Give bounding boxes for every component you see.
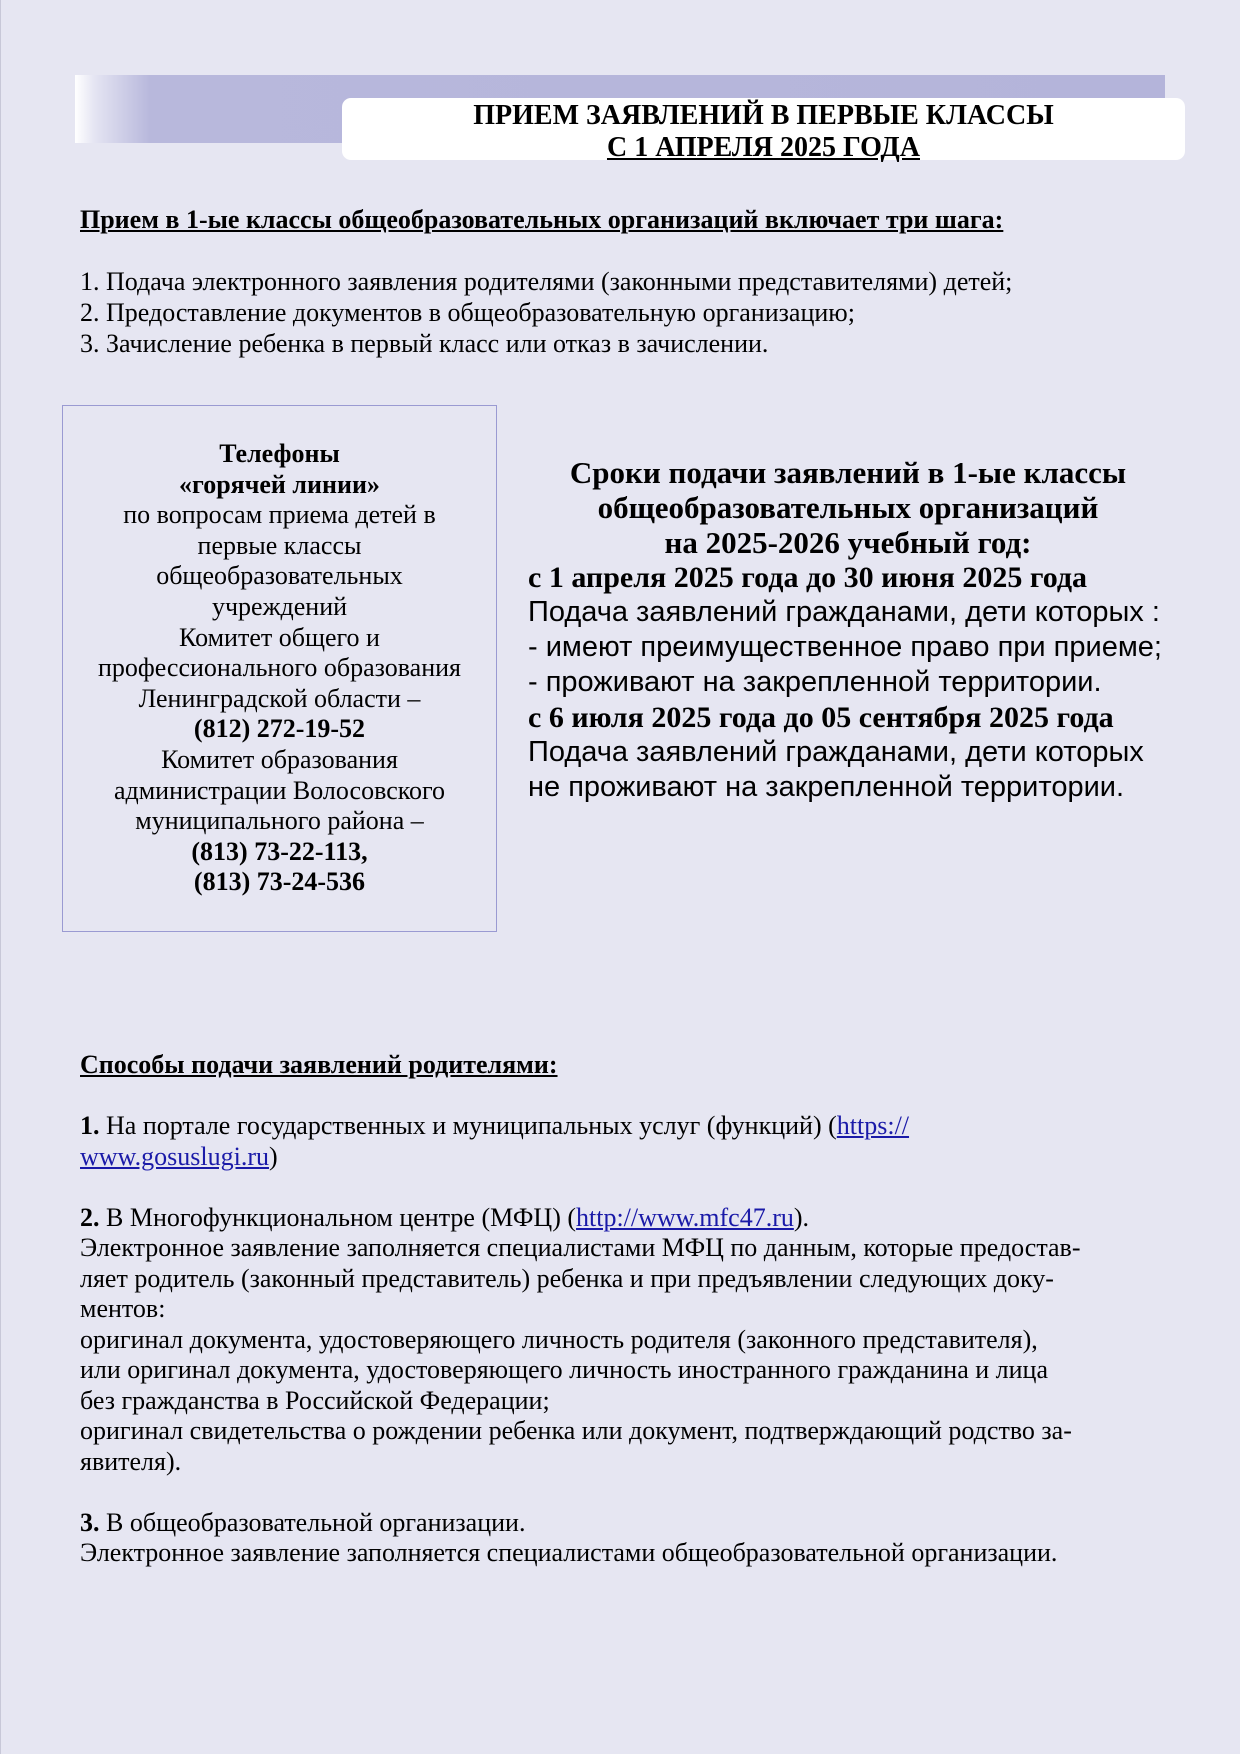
terms-text-line: не проживают на закрепленной территории. <box>528 771 1125 803</box>
method-3-line: Электронное заявление заполняется специалистами общеобразовательной организации. <box>80 1538 1058 1567</box>
header-title-line1: ПРИЕМ ЗАЯВЛЕНИЙ В ПЕРВЫЕ КЛАССЫ <box>473 100 1054 131</box>
method-2-line: оригинал документа, удостоверяющего личность родителя (законного представителя), <box>80 1324 1038 1354</box>
gosuslugi-link-part2: www.gosuslugi.ru <box>80 1141 269 1171</box>
hotline-line: первые классы <box>197 530 362 560</box>
method-2-line: явителя). <box>80 1446 182 1476</box>
intro-heading: Прием в 1-ые классы общеобразовательных организаций включает три шага: <box>80 205 1004 234</box>
terms-period-1: с 1 апреля 2025 года до 30 июня 2025 года <box>528 561 1088 594</box>
terms-title-line: общеобразовательных организаций <box>597 490 1099 525</box>
terms-title-line: Сроки подачи заявлений в 1-ые классы <box>569 455 1127 490</box>
header-title-line2: С 1 АПРЕЛЯ 2025 ГОДА <box>606 132 920 163</box>
method-2-number: 2. <box>80 1202 100 1232</box>
method-1-text: На портале государственных и муниципальных услуг (функций) ( <box>106 1111 837 1140</box>
hotline-title: Телефоны <box>219 439 340 468</box>
methods-section <box>80 1111 1205 1569</box>
method-2-line: без гражданства в Российской Федерации; <box>80 1385 550 1415</box>
hotline-line: муниципального района – <box>135 806 424 836</box>
hotline-phone: (813) 73-22-113, <box>191 836 368 866</box>
hotline-line: учреждений <box>211 591 348 621</box>
terms-text-line: - проживают на закрепленной территории. <box>528 666 1102 698</box>
method-1-close: ) <box>268 1141 278 1171</box>
mfc-link[interactable]: http://www.mfc47.ru <box>576 1202 794 1232</box>
gosuslugi-link-part1: https:// <box>836 1111 910 1140</box>
header-title-box <box>342 98 1185 163</box>
method-1 <box>80 1111 1205 1172</box>
hotline-line: общеобразовательных <box>156 561 403 591</box>
method-2-line: или оригинал документа, удостоверяющего личность иностранного гражданина и лица <box>80 1355 1048 1384</box>
spacer <box>80 1477 1205 1508</box>
method-2-text: В Многофункциональном центре (МФЦ) ( <box>106 1202 577 1232</box>
terms-text-line: Подача заявлений гражданами, дети которых <box>528 736 1144 768</box>
step-item: 1. Подача электронного заявления родителями (законными представителями) детей; <box>80 267 1013 296</box>
hotline-phone: (812) 272-19-52 <box>193 714 366 744</box>
terms-section <box>528 455 1218 805</box>
method-1-number: 1. <box>80 1111 100 1140</box>
hotline-line: Комитет общего и <box>179 622 380 652</box>
hotline-line: профессионального образования <box>97 653 462 683</box>
method-2-line: ляет родитель (законный представитель) ребенка и при предъявлении следующих доку- <box>80 1263 1054 1293</box>
method-2-line: ментов: <box>80 1294 166 1323</box>
step-item: 3. Зачисление ребенка в первый класс или отказ в зачислении. <box>80 329 769 358</box>
terms-text-line: - имеют преимущественное право при приеме; <box>528 631 1162 663</box>
method-3-text: В общеобразовательной организации. <box>106 1507 526 1537</box>
method-2-close: ). <box>793 1202 810 1232</box>
hotline-line: Ленинградской области – <box>138 683 421 713</box>
steps-list <box>80 266 1012 359</box>
methods-heading: Способы подачи заявлений родителями: <box>80 1050 558 1079</box>
page-edge <box>0 0 1 1754</box>
terms-text-line: Подача заявлений гражданами, дети которых : <box>528 596 1160 628</box>
method-2 <box>80 1203 1205 1234</box>
hotline-box <box>62 405 497 932</box>
step-item: 2. Предоставление документов в общеобразовательную организацию; <box>80 298 855 327</box>
spacer <box>80 1172 1205 1203</box>
hotline-phone: (813) 73-24-536 <box>193 867 366 897</box>
hotline-line: администрации Волосовского <box>113 775 446 805</box>
method-2-line: Электронное заявление заполняется специалистами МФЦ по данным, которые предостав- <box>80 1233 1081 1262</box>
terms-title-line: на 2025-2026 учебный год: <box>664 525 1032 560</box>
terms-period-2: с 6 июля 2025 года до 05 сентября 2025 года <box>528 701 1114 734</box>
method-3-number: 3. <box>80 1507 100 1537</box>
hotline-subtitle: «горячей линии» <box>179 469 380 499</box>
method-3 <box>80 1508 1205 1539</box>
hotline-line: по вопросам приема детей в <box>123 500 436 530</box>
hotline-line: Комитет образования <box>161 744 398 774</box>
method-2-line: оригинал свидетельства о рождении ребенка или документ, подтверждающий родство за- <box>80 1416 1072 1445</box>
